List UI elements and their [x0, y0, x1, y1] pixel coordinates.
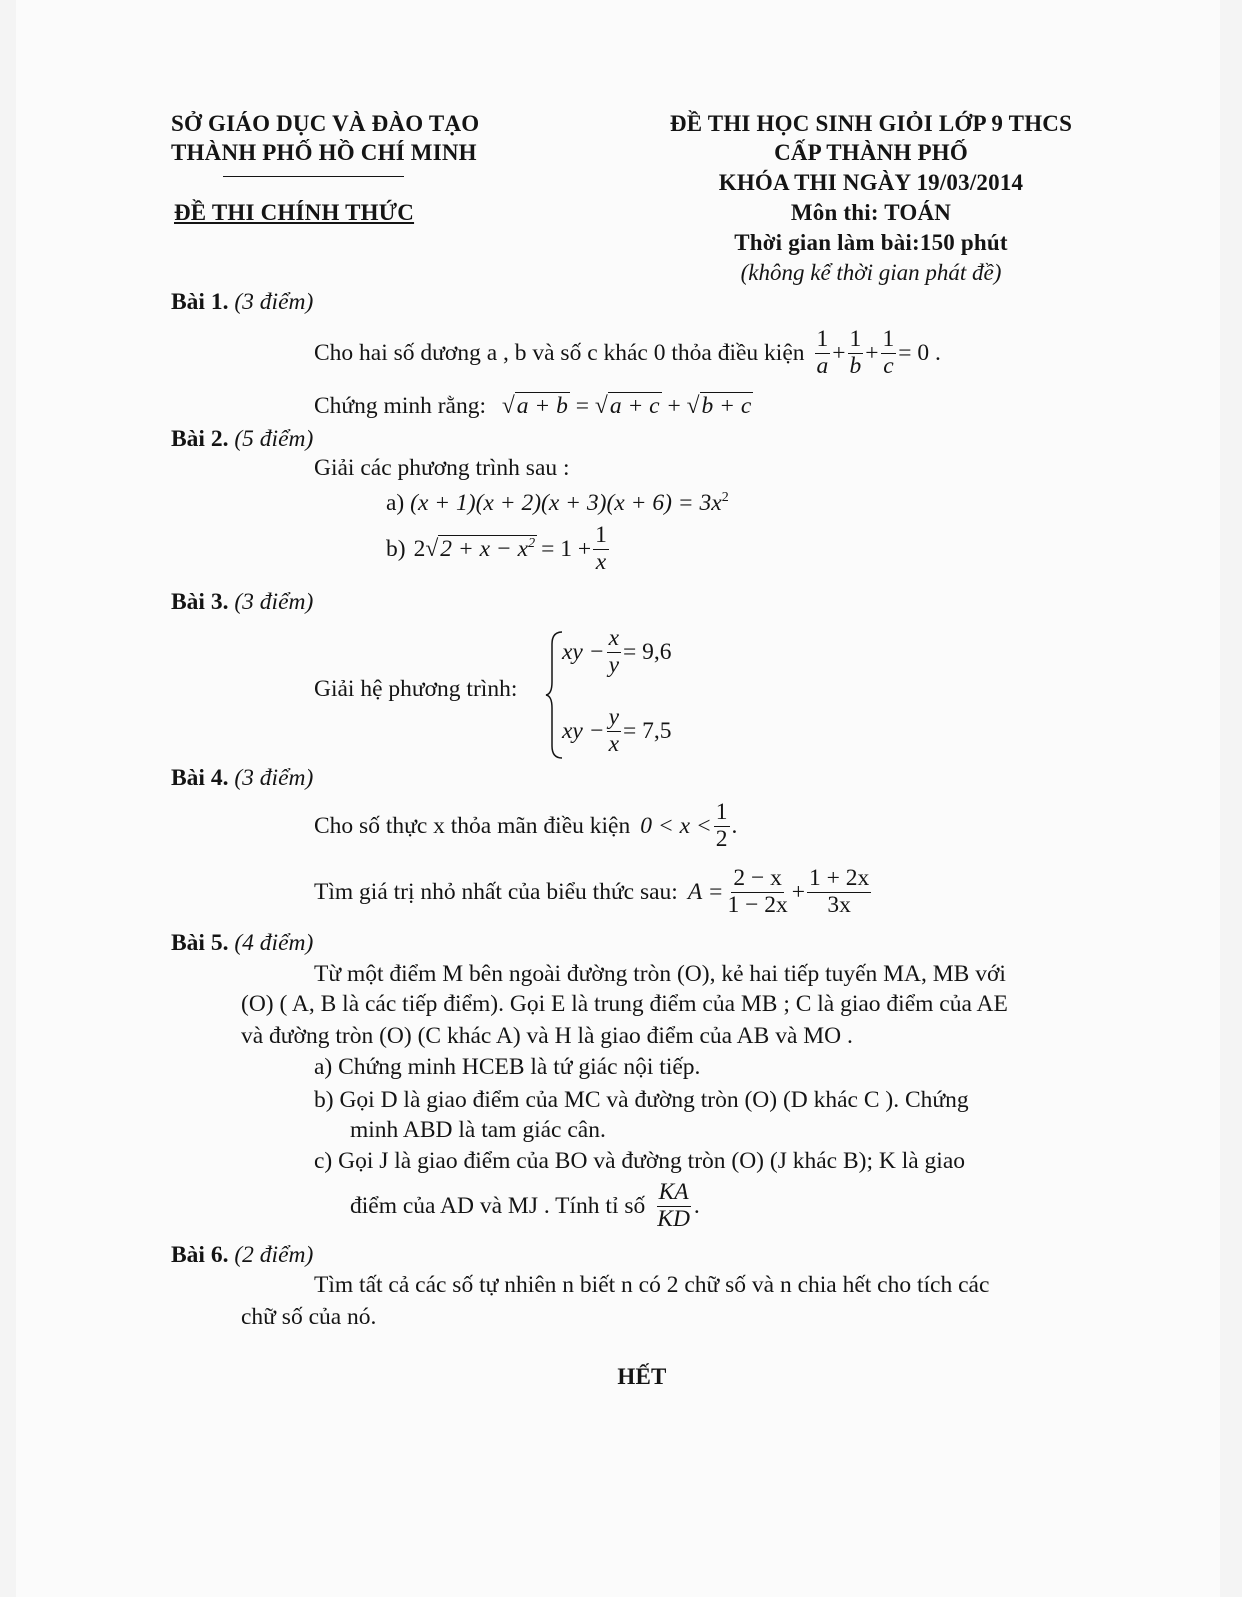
- bai3-eq1: xy − $\frac{x}{y}$ = 9,6: [562, 625, 672, 678]
- header-rule: [223, 176, 404, 177]
- frac-1-c: $\frac{1}{c}$: [882, 326, 895, 379]
- bai5-points: (4 điểm): [234, 930, 314, 956]
- bai6-points: (2 điểm): [234, 1242, 314, 1268]
- bai6-p1: Tìm tất cả các số tự nhiên n biết n có 2 chữ số và n chia hết cho tích các: [314, 1272, 990, 1298]
- bai4-heading: [171, 765, 313, 792]
- bai4-title: Bài 4.: [171, 765, 229, 791]
- exam-duration: Thời gian làm bài:150 phút: [734, 230, 1008, 255]
- bai6-title: Bài 6.: [171, 1242, 229, 1268]
- frac-1-x: $\frac{1}{x}$: [595, 522, 607, 575]
- bai1-title: Bài 1.: [171, 289, 229, 315]
- bai4-points: (3 điểm): [234, 765, 314, 791]
- city-name: THÀNH PHỐ HỒ CHÍ MINH: [171, 140, 477, 165]
- sqrt-b-c: b + c: [701, 393, 752, 419]
- bai5-p3: và đường tròn (O) (C khác A) và H là giao điểm của AB và MO .: [241, 1023, 853, 1049]
- bai2-title: Bài 2.: [171, 426, 229, 452]
- exam-level: CẤP THÀNH PHỐ: [774, 140, 968, 165]
- exam-date: KHÓA THI NGÀY 19/03/2014: [718, 170, 1024, 195]
- bai1-line1: Cho hai số dương a , b và số c khác 0 thỏa điều kiện $\frac{1}{a}$ + $\frac{1}{b}$ + $\frac{1}{c}$ = 0 .: [314, 326, 941, 379]
- frac-a-2: $\frac{1 + 2x}{3x}$: [809, 865, 870, 918]
- bai3-title: Bài 3.: [171, 589, 229, 615]
- frac-x-y: $\frac{x}{y}$: [608, 625, 620, 678]
- bai1-points: (3 điểm): [234, 289, 314, 315]
- frac-a-1: $\frac{2 - x}{1 - 2x}$: [727, 865, 788, 918]
- bai3-points: (3 điểm): [234, 589, 314, 615]
- bai5-p2: (O) ( A, B là các tiếp điểm). Gọi E là trung điểm của MB ; C là giao điểm của AE: [241, 991, 1008, 1017]
- bai2-intro: Giải các phương trình sau :: [314, 455, 570, 481]
- bai2-heading: [171, 426, 313, 453]
- bai4-line2: Tìm giá trị nhỏ nhất của biểu thức sau: A = $\frac{2 - x}{1 - 2x}$ + $\frac{1 + 2x}{3x}$: [314, 865, 870, 918]
- bai1-heading: [171, 289, 313, 316]
- official-label: ĐỀ THI CHÍNH THỨC: [174, 200, 415, 225]
- bai6-p2: chữ số của nó.: [241, 1304, 377, 1330]
- duration-note: (không kể thời gian phát đề): [740, 260, 1002, 285]
- bai3-intro: Giải hệ phương trình:: [314, 676, 518, 702]
- frac-1-a: $\frac{1}{a}$: [816, 326, 829, 379]
- sqrt-a-c: a + c: [609, 393, 660, 419]
- bai4-line1: Cho số thực x thỏa mãn điều kiện 0 < x < $\frac{1}{2}$ .: [314, 799, 738, 852]
- exam-page: [16, 0, 1220, 1597]
- bai5-heading: [171, 930, 313, 957]
- end-marker: HẾT: [617, 1364, 667, 1389]
- exam-subject: Môn thi: TOÁN: [790, 200, 952, 225]
- bai3-heading: [171, 589, 313, 616]
- bai1-prove: Chứng minh rằng:: [314, 393, 487, 419]
- bai5-b2: minh ABD là tam giác cân.: [350, 1117, 606, 1143]
- bai5-b1: b) Gọi D là giao điểm của MC và đường tròn (O) (D khác C ). Chứng: [314, 1087, 969, 1113]
- exam-title: ĐỀ THI HỌC SINH GIỎI LỚP 9 THCS: [669, 111, 1073, 136]
- bai1-line2: Chứng minh rằng: √a + b = √a + c + √b + c: [314, 393, 752, 419]
- bai2-points: (5 điểm): [234, 426, 314, 452]
- bai5-c2: điểm của AD và MJ . Tính tỉ số $\frac{KA}{KD}$ .: [350, 1179, 700, 1232]
- bai1-text: Cho hai số dương a , b và số c khác 0 thỏa điều kiện: [314, 339, 805, 366]
- bai2-a: a) $(x + 1)(x + 2)(x + 3)(x + 6) = 3x^2$: [386, 490, 729, 516]
- bai2-b: b) 2 $√2 + x - x^2$ = 1 + $\frac{1}{x}$: [386, 522, 607, 575]
- sqrt-a-b: a + b: [516, 393, 568, 419]
- bai3-eq2: xy − $\frac{y}{x}$ = 7,5: [562, 704, 672, 757]
- frac-ka-kd: $\frac{KA}{KD}$: [657, 1179, 690, 1232]
- bai5-title: Bài 5.: [171, 930, 229, 956]
- bai1-eq-tail: = 0 .: [898, 339, 941, 366]
- dept-name: SỞ GIÁO DỤC VÀ ĐÀO TẠO: [171, 111, 480, 136]
- bai6-heading: [171, 1242, 313, 1269]
- bai5-p1: Từ một điểm M bên ngoài đường tròn (O), kẻ hai tiếp tuyến MA, MB với: [314, 961, 1006, 987]
- frac-y-x: $\frac{y}{x}$: [608, 704, 620, 757]
- frac-1-b: $\frac{1}{b}$: [849, 326, 862, 379]
- frac-1-2: $\frac{1}{2}$: [715, 799, 728, 852]
- bai5-c1: c) Gọi J là giao điểm của BO và đường tròn (O) (J khác B); K là giao: [314, 1148, 966, 1174]
- bai5-a: a) Chứng minh HCEB là tứ giác nội tiếp.: [314, 1054, 701, 1080]
- bai2-b-radicand: $2 + x - x^2$: [440, 535, 536, 562]
- bai2-a-equation: (x + 1)(x + 2)(x + 3)(x + 6) = 3x: [410, 490, 722, 516]
